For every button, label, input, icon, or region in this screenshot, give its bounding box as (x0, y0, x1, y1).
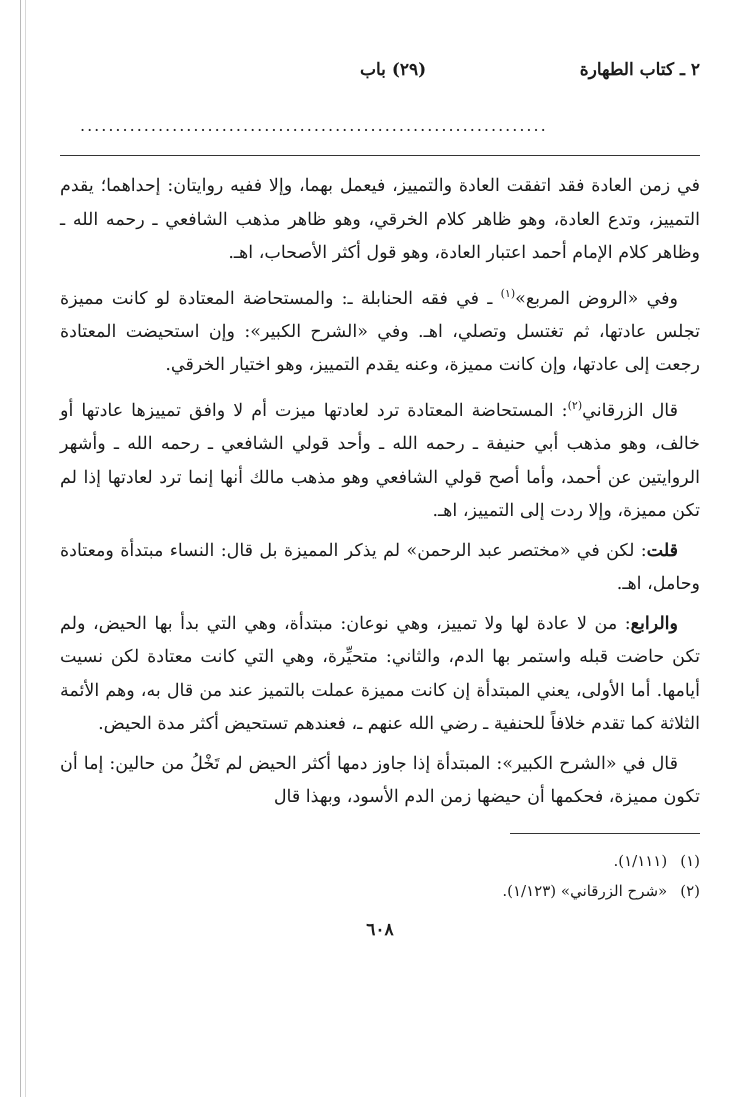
paragraph-5 (60, 608, 700, 742)
paragraph-2-pre: وفي «الروض المربع» (515, 288, 678, 309)
paragraph-6-text: قال في «الشرح الكبير»: المبتدأة إذا جاوز دمها أكثر الحيض لم تَخْلُ من حالين: إما أن تكون مميزة، فحكمها أن حيضها زمن الدم الأسود، وبهذا قال (60, 753, 700, 808)
paragraph-1 (60, 170, 700, 271)
ellipsis-line: .................................................................. (80, 116, 548, 135)
paragraph-4-lead: قلت (646, 540, 678, 561)
paragraph-4 (60, 535, 700, 602)
paragraph-3-text: : المستحاضة المعتادة ترد لعادتها ميزت أم لا وافق تمييزها عادتها أو خالف، وهو مذهب أبي حنيفة ـ رحمه الله ـ وأحد قولي الشافعي ـ رحمه الله ـ وأشهر الروايتين عن أحمد، وأما أصح قولي الشافعي وهو مذهب مالك أنها إنما ترد لعادتها إذا لم تكن مميزة، وإلا ردت إلى التمييز، اهـ. (60, 400, 700, 522)
footnote-1 (60, 846, 700, 876)
running-header (60, 60, 700, 86)
section-title: (٢٩) باب (360, 60, 427, 80)
footnote-2 (60, 876, 700, 906)
paragraph-2-text: ـ في فقه الحنابلة ـ: والمستحاضة المعتادة لو كانت مميزة تجلس عادتها، ثم تغتسل وتصلي، اهـ. وفي «الشرح الكبير»: وإن استحيضت المعتادة رجعت إلى عادتها، وإن كانت مميزة، وعنه يقدم التمييز، وهو اختيار الخرقي. (60, 288, 700, 376)
page-number: ٦٠٨ (366, 919, 394, 940)
paragraph-6 (60, 748, 700, 815)
header-rule (60, 155, 700, 156)
paragraph-4-text: : لكن في «مختصر عبد الرحمن» لم يذكر المميزة بل قال: النساء مبتدأة ومعتادة وحامل، اهـ. (60, 540, 700, 595)
footnote-2-text: «شرح الزرقاني» (١/١٢٣). (502, 881, 668, 900)
chapter-title: ٢ ـ كتاب الطهارة (579, 60, 700, 80)
page (60, 60, 700, 940)
left-margin-rule (20, 0, 21, 1097)
paragraph-2 (60, 277, 700, 383)
footnotes (60, 846, 700, 906)
footnote-ref-2[interactable]: (٢) (567, 398, 583, 412)
paragraph-5-lead: والرابع (630, 613, 678, 634)
footnote-rule (510, 833, 700, 834)
main-text (60, 170, 700, 815)
footnote-1-number: (١) (680, 851, 700, 870)
footnote-2-number: (٢) (680, 881, 700, 900)
paragraph-5-text: : من لا عادة لها ولا تمييز، وهي نوعان: مبتدأة، وهي التي بدأ بها الحيض، ولم تكن حاضت قبله واستمر بها الدم، والثاني: متحيِّرة، وهي التي كانت معتادة لكن نسيت أيامها. أما الأولى، يعني المبتدأة إن كانت مميزة عملت بالتميز عند من قال به، وهم الأئمة الثلاثة كما تقدم خلافاً للحنفية ـ رضي الله عنهم ـ، فعندهم تستحيض أكثر مدة الحيض. (60, 613, 700, 735)
footnote-1-text: (١/١١١). (613, 851, 668, 870)
paragraph-3-pre: قال الزرقاني (582, 400, 678, 421)
paragraph-3 (60, 389, 700, 529)
paragraph-1-text: في زمن العادة فقد اتفقت العادة والتمييز، فيعمل بهما، وإلا ففيه روايتان: إحداهما؛ يقدم التمييز، وتدع العادة، وهو ظاهر كلام الخرقي، وهو ظاهر مذهب الشافعي ـ رحمه الله ـ وظاهر كلام الإمام أحمد اعتبار العادة، وهو قول أكثر الأصحاب، اهـ. (60, 176, 700, 263)
footnote-ref-1[interactable]: (١) (500, 286, 516, 300)
left-margin-rule-inner (25, 0, 26, 1097)
